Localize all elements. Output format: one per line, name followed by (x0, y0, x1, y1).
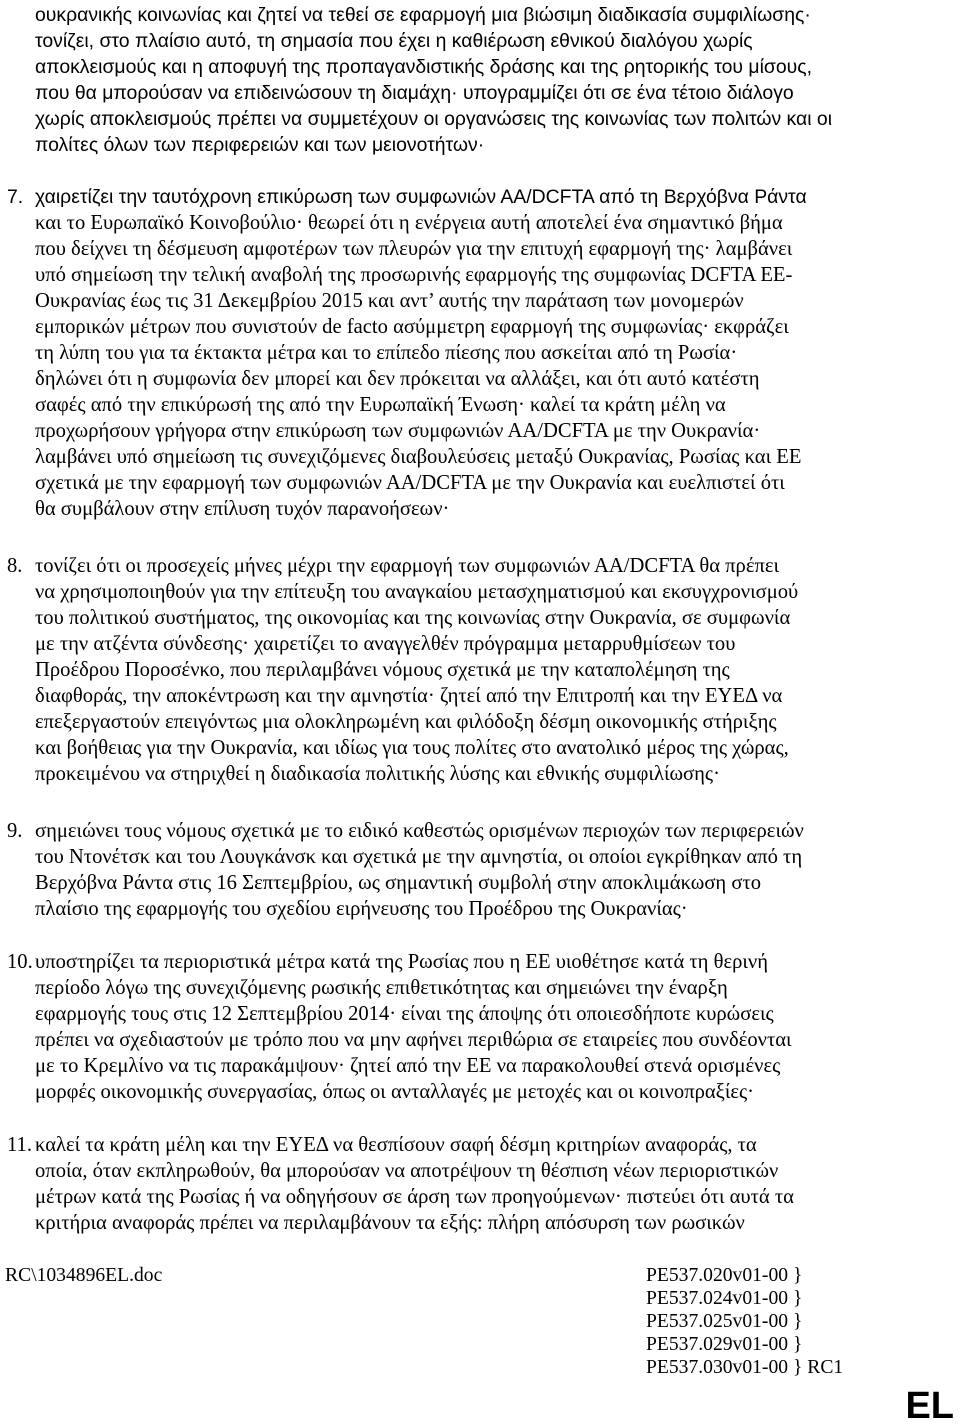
text-line: διαφθοράς, την αποκέντρωση και την αμνηστία· ζητεί από την Επιτροπή και την ΕΥΕΔ να (35, 685, 783, 707)
text-line: του πολιτικού συστήματος, της οικονομίας και της κοινωνίας στην Ουκρανία, σε συμφωνία (35, 607, 791, 629)
text-line: προχωρήσουν γρήγορα στην επικύρωση των συμφωνιών ΑΑ/DCFTA με την Ουκρανία· (35, 420, 761, 442)
text-line: Βερχόβνα Ράντα στις 16 Σεπτεμβρίου, ως σημαντική συμβολή στην αποκλιμάκωση στο (35, 872, 762, 894)
text-line: τονίζει ότι οι προσεχείς μήνες μέχρι την εφαρμογή των συμφωνιών ΑΑ/DCFTA θα πρέπει (35, 555, 780, 577)
paragraph-number: 7. (7, 186, 24, 208)
text-line: με την ατζέντα σύνδεσης· χαιρετίζει το αναγγελθέν πρόγραμμα μεταρρυθμίσεων του (35, 633, 736, 655)
text-line: θα συμβάλουν στην επίλυση τυχόν παρανοήσεων· (35, 498, 450, 520)
text-line: Προέδρου Ποροσένκο, που περιλαμβάνει νόμους σχετικά με την καταπολέμηση της (35, 659, 730, 681)
paragraph-number: 8. (7, 555, 23, 577)
text-line: που θα μπορούσαν να επιδεινώσουν τη διαμάχη· υπογραμμίζει ότι σε ένα τέτοιο διάλογο (35, 82, 794, 104)
text-line: μέτρων κατά της Ρωσίας ή να οδηγήσουν σε άρση των προηγούμενων· πιστεύει ότι αυτά τα (35, 1186, 794, 1208)
text-line: σχετικά με την εφαρμογή των συμφωνιών ΑΑ/DCFTA με την Ουκρανία και ευελπιστεί ότι (35, 472, 785, 494)
text-line: υπό σημείωση την τελική αναβολή της προσωρινής εφαρμογής της συμφωνίας DCFTA ΕΕ- (35, 264, 793, 286)
text-line: επεξεργαστούν επειγόντως μια ολοκληρωμένη και φιλόδοξη δέσμη οικονομικής στήριξης (35, 711, 777, 733)
pe-reference: PE537.029v01-00 } (646, 1334, 803, 1355)
text-line: κριτήρια αναφοράς πρέπει να περιλαμβάνουν τα εξής: πλήρη απόσυρση των ρωσικών (35, 1212, 745, 1234)
paragraph-number: 10. (7, 951, 33, 973)
text-line: υποστηρίζει τα περιοριστικά μέτρα κατά της Ρωσίας που η ΕΕ υιοθέτησε κατά τη θερινή (35, 951, 768, 973)
text-line: εμπορικών μέτρων που συνιστούν de facto ασύμμετρη εφαρμογή της συμφωνίας· εκφράζει (35, 316, 789, 338)
text-line: πρέπει να σχεδιαστούν με τρόπο που να μην αφήνει περιθώρια σε εταιρείες που συνδέονται (35, 1029, 792, 1051)
paragraph-number: 9. (7, 820, 23, 842)
text-line: και βοήθειας για την Ουκρανία, και ιδίως για τους πολίτες στο ανατολικό μέρος της χώρας, (35, 737, 789, 759)
text-line: ουκρανικής κοινωνίας και ζητεί να τεθεί σε εφαρμογή μια βιώσιμη διαδικασία συμφιλίωσης· (35, 4, 811, 26)
text-line: να χρησιμοποιηθούν για την επίτευξη του αναγκαίου μετασχηματισμού και εκσυγχρονισμού (35, 581, 799, 603)
text-line: δηλώνει ότι η συμφωνία δεν μπορεί και δεν πρόκειται να αλλάξει, και ότι αυτό κατέστη (35, 368, 760, 390)
pe-reference: PE537.030v01-00 } RC1 (646, 1357, 844, 1378)
text-line: του Ντονέτσκ και του Λουγκάνσκ και σχετικά με την αμνηστία, οι οποίοι εγκρίθηκαν από τη (35, 846, 803, 868)
text-line: και το Ευρωπαϊκό Κοινοβούλιο· θεωρεί ότι η ενέργεια αυτή αποτελεί ένα σημαντικό βήμα (35, 212, 783, 234)
text-line: λαμβάνει υπό σημείωση τις συνεχιζόμενες διαβουλεύσεις μεταξύ Ουκρανίας, Ρωσίας και ΕΕ (35, 446, 802, 468)
text-line: τη λύπη του για τα έκτακτα μέτρα και το επίπεδο πίεσης που ασκείται από τη Ρωσία· (35, 342, 738, 364)
text-line: με το Κρεμλίνο να τις παρακάμψουν· ζητεί από την ΕΕ να παρακολουθεί στενά ορισμένες (35, 1055, 781, 1077)
document-reference: RC\1034896EL.doc (5, 1265, 163, 1286)
text-line: χωρίς αποκλεισμούς πρέπει να συμμετέχουν οι οργανώσεις της κοινωνίας των πολιτών και οι (35, 108, 833, 130)
text-line: τονίζει, στο πλαίσιο αυτό, τη σημασία που έχει η καθιέρωση εθνικού διαλόγου χωρίς (35, 30, 753, 52)
text-line: εφαρμογής τους στις 12 Σεπτεμβρίου 2014· είναι της άποψης ότι οποιεσδήποτε κυρώσεις (35, 1003, 774, 1025)
pe-reference: PE537.025v01-00 } (646, 1311, 803, 1332)
text-line: μορφές οικονομικής συνεργασίας, όπως οι ανταλλαγές με μετοχές και οι κοινοπραξίες· (35, 1081, 755, 1103)
text-line: οποία, όταν εκπληρωθούν, θα μπορούσαν να αποτρέψουν τη θέσπιση νέων περιοριστικών (35, 1160, 779, 1182)
text-line: σαφές από την επικύρωσή της από την Ευρωπαϊκή Ένωση· καλεί τα κράτη μέλη να (35, 394, 726, 416)
text-line: σημειώνει τους νόμους σχετικά με το ειδικό καθεστώς ορισμένων περιοχών των περιφερειών (35, 820, 804, 842)
text-line: προκειμένου να στηριχθεί η διαδικασία πολιτικής λύσης και εθνικής συμφιλίωσης· (35, 763, 720, 785)
language-code: EL (905, 1385, 954, 1427)
pe-reference: PE537.020v01-00 } (646, 1265, 803, 1286)
text-line: καλεί τα κράτη μέλη και την ΕΥΕΔ να θεσπίσουν σαφή δέσμη κριτηρίων αναφοράς, τα (35, 1134, 757, 1156)
text-line: που δείχνει τη δέσμευση αμφοτέρων των πλευρών για την επιτυχή εφαρμογή της· λαμβάνει (35, 238, 793, 260)
text-line: περίοδο λόγω της συνεχιζόμενης ρωσικής επιθετικότητας και σημειώνει την έναρξη (35, 977, 728, 999)
text-line: πλαίσιο της εφαρμογής του σχεδίου ειρήνευσης του Προέδρου της Ουκρανίας· (35, 898, 688, 920)
text-line: χαιρετίζει την ταυτόχρονη επικύρωση των συμφωνιών ΑΑ/DCFTA από τη Βερχόβνα Ράντα (35, 186, 807, 208)
text-line: πολίτες όλων των περιφερειών και των μειονοτήτων· (35, 134, 485, 156)
text-line: αποκλεισμούς και η αποφυγή της προπαγανδιστικής δράσης και της ρητορικής του μίσους, (35, 56, 812, 78)
paragraph-number: 11. (7, 1134, 32, 1156)
text-line: Ουκρανίας έως τις 31 Δεκεμβρίου 2015 και αντ’ αυτής την παράταση των μονομερών (35, 290, 744, 312)
pe-reference: PE537.024v01-00 } (646, 1288, 803, 1309)
